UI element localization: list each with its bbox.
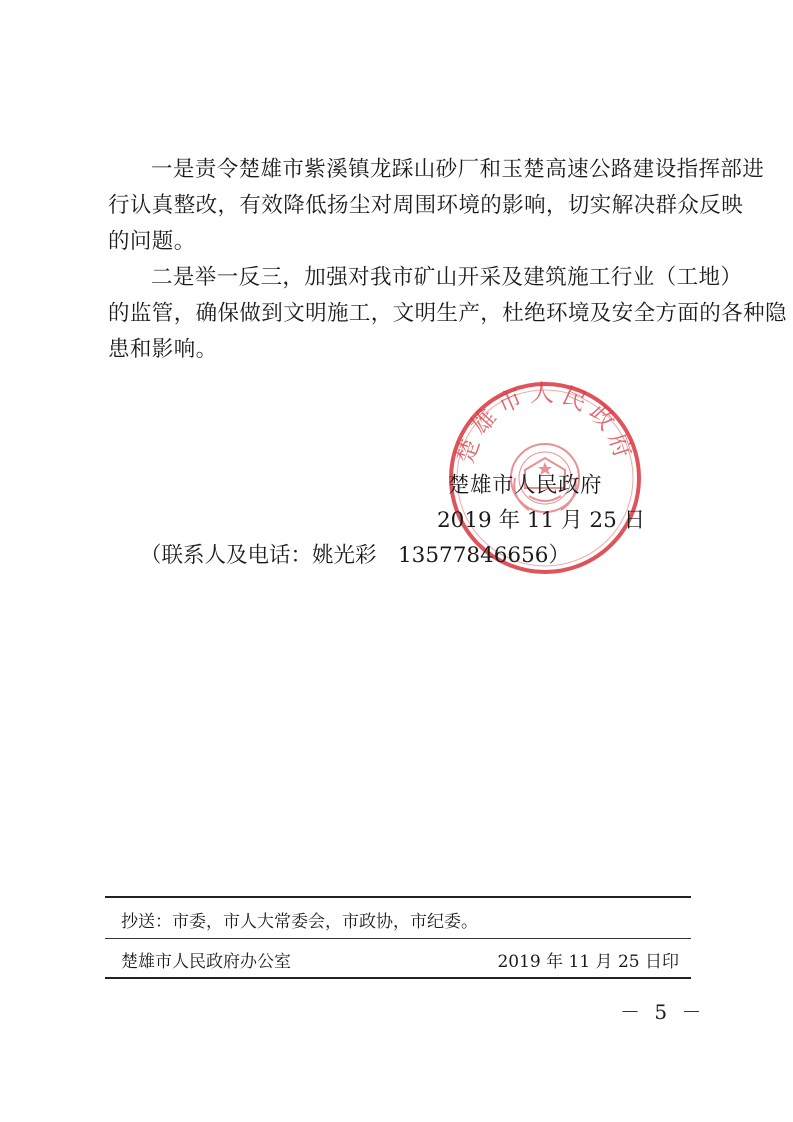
- footer-middle-rule: [105, 938, 691, 939]
- contact-info: （联系人及电话：姚光彩 13577846656）: [140, 543, 570, 568]
- paragraph-line: 行认真整改，有效降低扬尘对周围环境的影响，切实解决群众反映: [108, 193, 744, 218]
- issuing-office: 楚雄市人民政府办公室: [121, 952, 291, 972]
- cc-list: 抄送：市委，市人大常委会，市政协，市纪委。: [121, 912, 478, 932]
- footer-top-rule: [105, 896, 691, 898]
- print-date: 2019 年 11 月 25 日印: [497, 952, 679, 972]
- paragraph-1: [108, 152, 765, 260]
- seal-text: 楚雄市人民政府: [451, 379, 639, 467]
- paragraph-line: 二是举一反三，加强对我市矿山开采及建筑施工行业（工地）: [151, 265, 743, 290]
- page-number: － 5 －: [620, 1000, 706, 1024]
- paragraph-line: 的问题。: [108, 229, 196, 254]
- paragraph-2: [108, 260, 787, 368]
- paragraph-line: 的监管，确保做到文明施工，文明生产，杜绝环境及安全方面的各种隐: [108, 301, 787, 326]
- signature-org: 楚雄市人民政府: [448, 473, 603, 498]
- svg-text:楚雄市人民政府: [451, 379, 639, 467]
- footer-bottom-rule: [105, 977, 691, 979]
- paragraph-line: 患和影响。: [108, 337, 218, 362]
- signature-date: 2019 年 11 月 25 日: [437, 508, 646, 533]
- paragraph-line: 一是责令楚雄市紫溪镇龙踩山砂厂和玉楚高速公路建设指挥部进: [151, 157, 765, 182]
